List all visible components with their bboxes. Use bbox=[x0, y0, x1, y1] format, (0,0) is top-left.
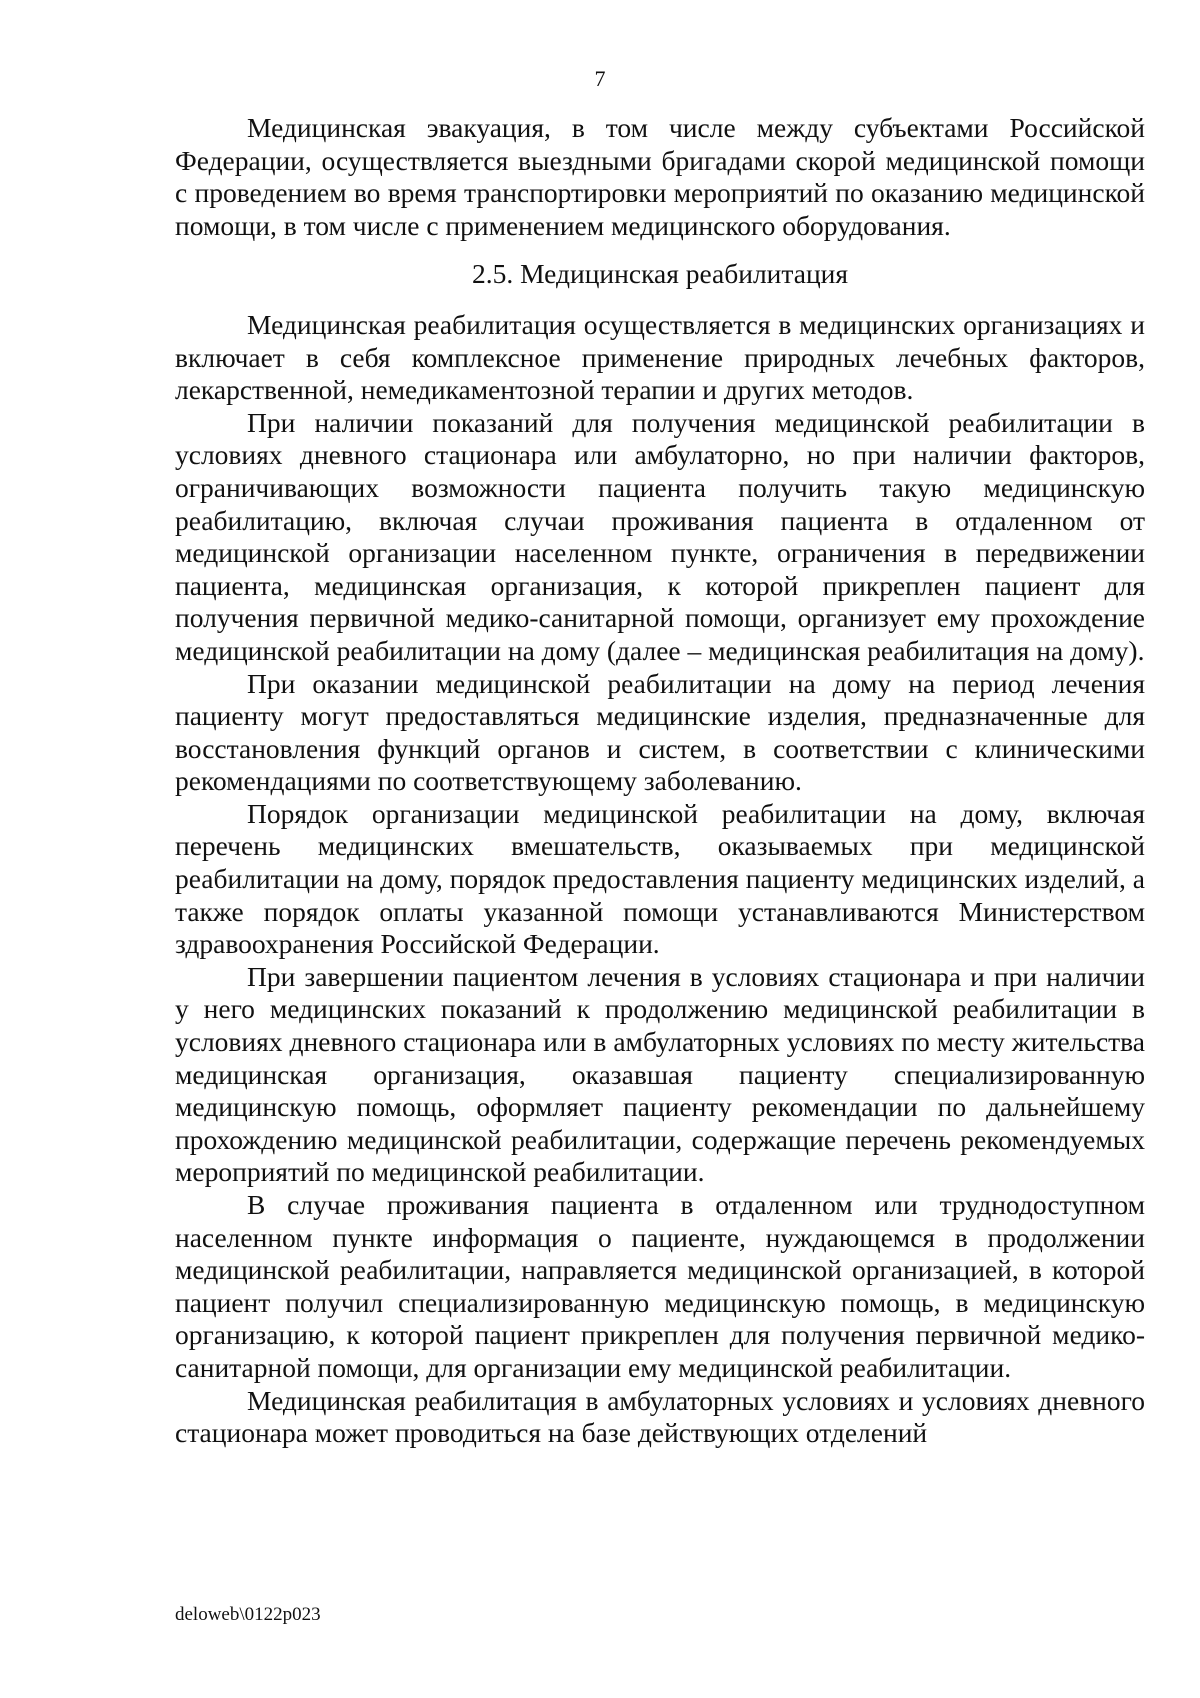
section-heading: 2.5. Медицинская реабилитация bbox=[471, 258, 849, 290]
page-number: 7 bbox=[594, 66, 606, 91]
paragraph: При наличии показаний для получения медицинской реабилитации в условиях дневного стационара или амбулаторно, но при наличии факторов, ограничивающих возможности пациента получить такую медицинскую реабилитацию, включая случаи проживания пациента в отдаленном от медицинской организации населенном пункте, ограничения в передвижении пациента, медицинская организация, к которой прикреплен пациент для получения первичной медико-санитарной помощи, организует ему прохождение медицинской реабилитации на дому (далее – медицинская реабилитация на дому). bbox=[175, 406, 1145, 666]
paragraph: При завершении пациентом лечения в условиях стационара и при наличии у него медицинских показаний к продолжению медицинской реабилитации в условиях дневного стационара или в амбулаторных условиях по месту жительства медицинская организация, оказавшая пациенту специализированную медицинскую помощь, оформляет пациенту рекомендации по дальнейшему прохождению медицинской реабилитации, содержащие перечень рекомендуемых мероприятий по медицинской реабилитации. bbox=[175, 960, 1145, 1188]
paragraph: При оказании медицинской реабилитации на дому на период лечения пациенту могут предоставляться медицинские изделия, предназначенные для восстановления функций органов и систем, в соответствии с клиническими рекомендациями по соответствующему заболеванию. bbox=[175, 667, 1145, 797]
paragraph: Порядок организации медицинской реабилитации на дому, включая перечень медицинских вмешательств, оказываемых при медицинской реабилитации на дому, порядок предоставления пациенту медицинских изделий, а также порядок оплаты указанной помощи устанавливаются Министерством здравоохранения Российской Федерации. bbox=[175, 797, 1145, 960]
paragraph: Медицинская реабилитация осуществляется в медицинских организациях и включает в себя комплексное применение природных лечебных факторов, лекарственной, немедикаментозной терапии и других методов. bbox=[175, 308, 1145, 406]
document-body bbox=[175, 112, 1145, 1450]
paragraph-medical-evacuation: Медицинская эвакуация, в том числе между субъектами Российской Федерации, осуществляется выездными бригадами скорой медицинской помощи с проведением во время транспортировки мероприятий по оказанию медицинской помощи, в том числе с применением медицинского оборудования. bbox=[175, 112, 1145, 241]
document-footer-code: deloweb\0122p023 bbox=[175, 1604, 321, 1625]
paragraph: В случае проживания пациента в отдаленном или труднодоступном населенном пункте информация о пациенте, нуждающемся в продолжении медицинской реабилитации, направляется медицинской организацией, в которой пациент получил специализированную медицинскую помощь, в медицинскую организацию, к которой пациент прикреплен для получения первичной медико-санитарной помощи, для организации ему медицинской реабилитации. bbox=[175, 1189, 1145, 1383]
paragraph: Медицинская реабилитация в амбулаторных условиях и условиях дневного стационара может проводиться на базе действующих отделений bbox=[175, 1384, 1145, 1449]
